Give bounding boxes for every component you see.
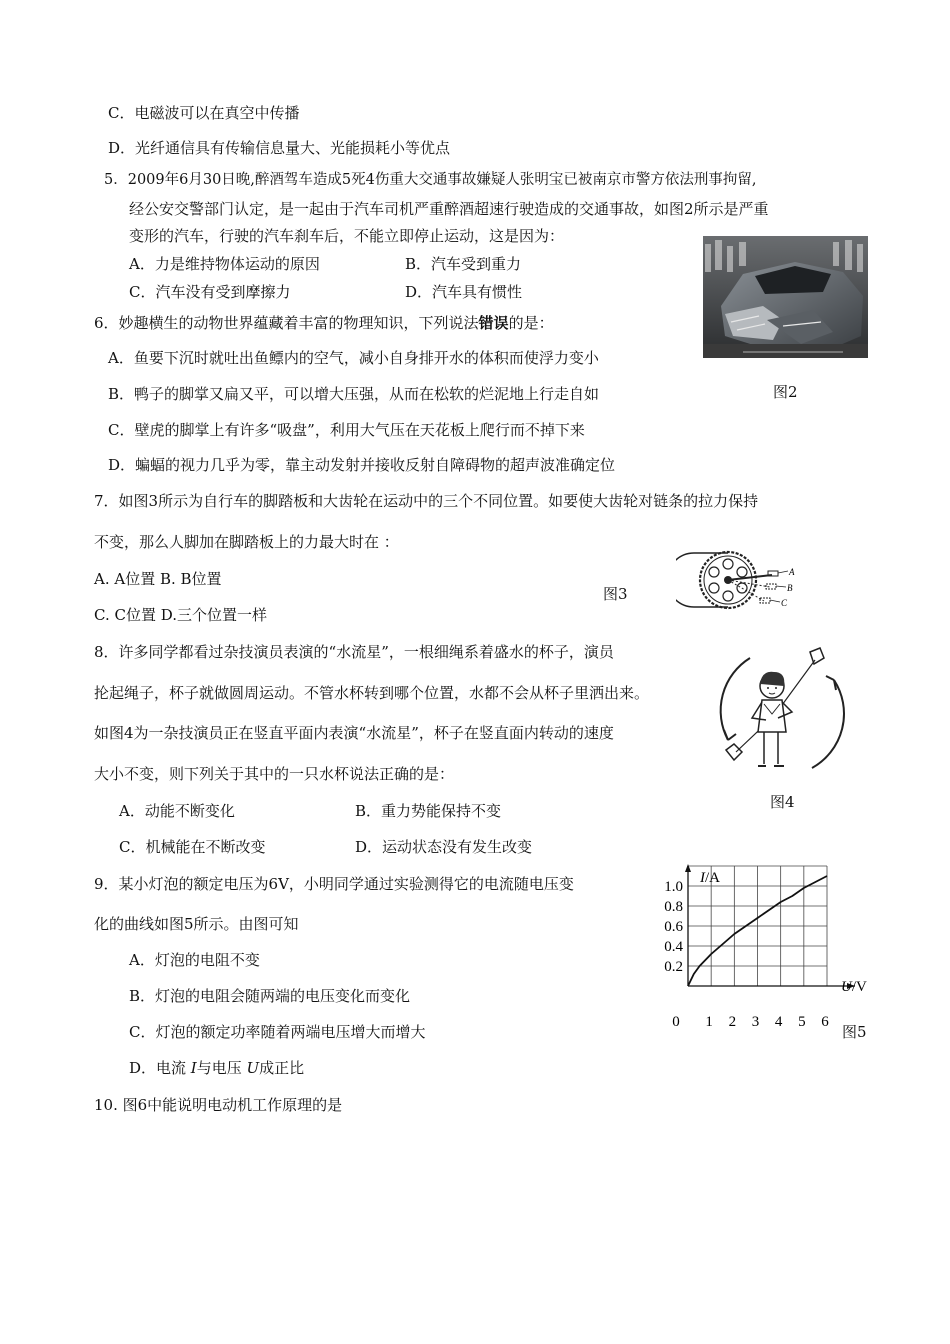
q5-option-a: A．力是维持物体运动的原因	[129, 255, 320, 273]
y-tick-label: 0.4	[664, 939, 683, 955]
q7-options-ab: A. A位置 B. B位置	[94, 570, 222, 588]
x-tick-label: 6	[821, 1014, 829, 1030]
q8-stem-line3: 如图4为一杂技演员正在竖直平面内表演“水流星”，杯子在竖直面内转动的速度	[94, 724, 614, 742]
q4-option-c: C．电磁波可以在真空中传播	[108, 104, 300, 122]
figure-5-caption: 图5	[842, 1023, 867, 1041]
y-axis-arrow	[685, 864, 691, 872]
y-tick-label: 0.2	[664, 959, 683, 975]
x-axis-label: U/V	[841, 979, 867, 995]
q8-option-d: D．运动状态没有发生改变	[355, 838, 533, 856]
q9-stem-line2: 化的曲线如图5所示。由图可知	[94, 915, 299, 933]
q6-option-c: C．壁虎的脚掌上有许多“吸盘”，利用大气压在天花板上爬行而不掉下来	[108, 421, 585, 439]
q8-option-b: B．重力势能保持不变	[355, 802, 502, 820]
x-tick-label: 1	[705, 1014, 713, 1030]
x-tick-label: 3	[751, 1014, 760, 1030]
figure-5-iu-chart	[655, 860, 875, 1035]
q7-options-cd: C. C位置 D.三个位置一样	[94, 606, 267, 624]
figure-4-caption: 图4	[770, 793, 795, 811]
q6-emphasis: 错误	[478, 314, 509, 332]
figure-3-label-c: C	[781, 598, 788, 608]
q6-option-d: D．蝙蝠的视力几乎为零，靠主动发射并接收反射自障碍物的超声波准确定位	[108, 456, 616, 474]
figure-2-car-photo	[703, 236, 868, 358]
figure-3-bicycle-gear	[676, 545, 811, 615]
figure-3-label-b: B	[787, 583, 793, 593]
figure-4-water-meteor	[712, 640, 852, 780]
figure-2-caption: 图2	[773, 383, 798, 401]
figure-3-caption: 图3	[603, 585, 628, 603]
q8-option-c: C．机械能在不断改变	[119, 838, 266, 856]
q8-option-a: A．动能不断变化	[119, 802, 235, 820]
y-tick-label: 0.8	[664, 899, 683, 915]
q10-stem: 10. 图6中能说明电动机工作原理的是	[94, 1096, 343, 1114]
q9-option-c: C．灯泡的额定功率随着两端电压增大而增大	[129, 1023, 426, 1041]
q8-stem-line2: 抡起绳子，杯子就做圆周运动。不管水杯转到哪个位置，水都不会从杯子里洒出来。	[94, 684, 650, 702]
q5-option-b: B．汽车受到重力	[405, 255, 522, 273]
chart-axes	[685, 864, 867, 995]
q9-option-d: D．电流 I与电压 U成正比	[129, 1059, 305, 1077]
chart-ticks	[664, 879, 829, 1030]
q5-stem-line2: 经公安交警部门认定，是一起由于汽车司机严重醉酒超速行驶造成的交通事故，如图2所示是严重	[129, 200, 769, 218]
y-axis-label: I/A	[700, 870, 720, 886]
q9-option-a: A．灯泡的电阻不变	[129, 951, 260, 969]
q6-option-a: A．鱼要下沉时就吐出鱼鳔内的空气，减小自身排开水的体积而使浮力变小	[108, 349, 599, 367]
q5-option-d: D．汽车具有惯性	[405, 283, 523, 301]
q5-option-c: C．汽车没有受到摩擦力	[129, 283, 291, 301]
q7-stem-line2: 不变，那么人脚加在脚踏板上的力最大时在 ：	[94, 533, 399, 551]
q7-stem-line1: 7．如图3所示为自行车的脚踏板和大齿轮在运动中的三个不同位置。如要使大齿轮对链条的拉力保持	[94, 492, 759, 510]
iu-chart-svg	[655, 860, 875, 1035]
x-tick-label: 4	[774, 1014, 783, 1030]
q5-stem-line3: 变形的汽车，行驶的汽车刹车后，不能立即停止运动，这是因为：	[129, 227, 565, 245]
x-tick-label: 2	[728, 1014, 737, 1030]
q9-stem-line1: 9．某小灯泡的额定电压为6V，小明同学通过实验测得它的电流随电压变	[94, 875, 574, 893]
q8-stem-line4: 大小不变，则下列关于其中的一只水杯说法正确的是：	[94, 765, 455, 783]
q5-stem-line1: 5．2009年6月30日晚,醉酒驾车造成5死4伤重大交通事故嫌疑人张明宝已被南京市警方依法刑事拘留,	[104, 172, 757, 188]
x-tick-label: 5	[798, 1014, 806, 1030]
q9-option-b: B．灯泡的电阻会随两端的电压变化而变化	[129, 987, 411, 1005]
figure-3-label-a: A	[789, 567, 795, 577]
y-tick-label: 0.6	[664, 919, 683, 935]
q8-stem-line1: 8．许多同学都看过杂技演员表演的“水流星”，一根细绳系着盛水的杯子，演员	[94, 643, 614, 661]
q6-stem: 6．妙趣横生的动物世界蕴藏着丰富的物理知识，下列说法错误的是：	[94, 314, 554, 332]
q6-option-b: B．鸭子的脚掌又扁又平，可以增大压强，从而在松软的烂泥地上行走自如	[108, 385, 600, 403]
y-tick-label: 1.0	[664, 879, 683, 895]
q4-option-d: D．光纤通信具有传输信息量大、光能损耗小等优点	[108, 139, 451, 157]
origin-label: 0	[672, 1014, 680, 1030]
